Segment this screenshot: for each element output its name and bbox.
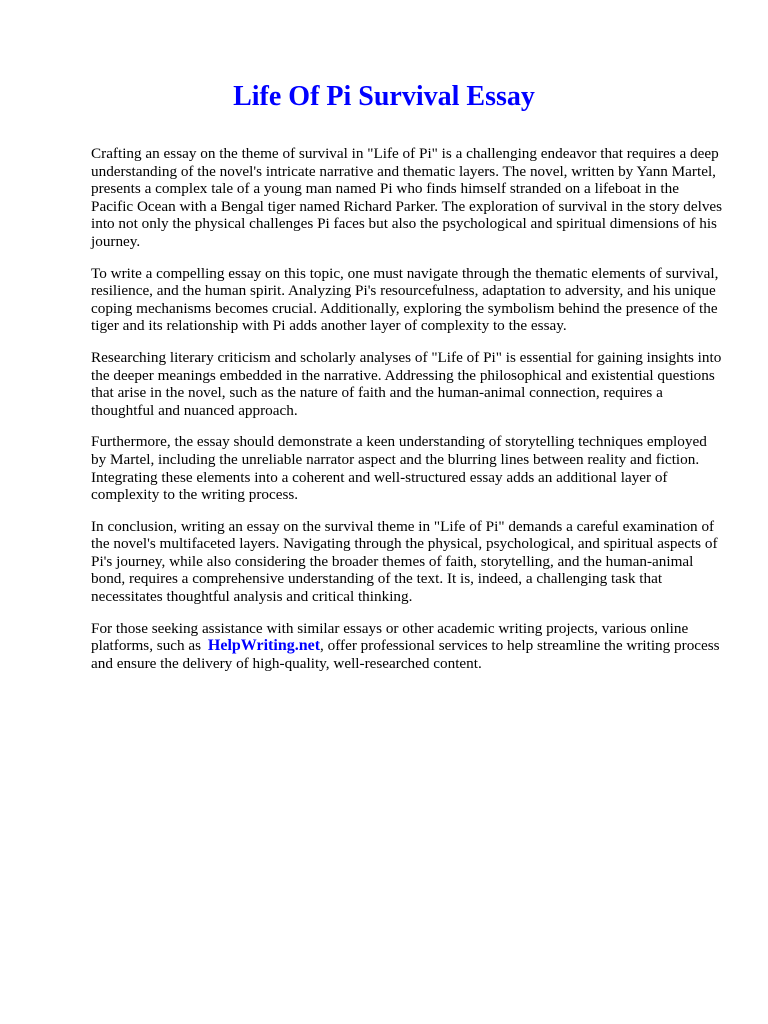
paragraph-6-text-after-link: , offer professional services to help streamline the writing process and ensure the delivery of high-quality, well-researched content. [91,637,720,672]
helpwriting-link[interactable]: HelpWriting.net [207,637,321,655]
paragraph-6-text-before-link: For those seeking assistance with similar essays or other academic writing projects, various online platforms, such as [91,619,689,655]
paragraph-3: Researching literary criticism and scholarly analyses of "Life of Pi" is essential for gaining insights into the deeper meanings embedded in the narrative. Addressing the philosophical and existential questions that arise in the novel, such as the nature of faith and the human-animal connection, requires a thoughtful and nuanced approach. [91,348,722,419]
paragraph-2: To write a compelling essay on this topic, one must navigate through the thematic elements of survival, resilience, and the human spirit. Analyzing Pi's resourcefulness, adaptation to adversity, and his unique coping mechanisms becomes crucial. Additionally, exploring the symbolism behind the presence of the tiger and its relationship with Pi adds another layer of complexity to the essay. [91,264,719,335]
essay-body [91,145,723,686]
paragraph-5: In conclusion, writing an essay on the survival theme in "Life of Pi" demands a careful examination of the novel's multifaceted layers. Navigating through the physical, psychological, and spiritual aspects of Pi's journey, while also considering the broader themes of faith, storytelling, and the human-animal bond, requires a comprehensive understanding of the text. It is, indeed, a challenging task that necessitates thoughtful analysis and critical thinking. [91,517,718,606]
paragraph-4: Furthermore, the essay should demonstrate a keen understanding of storytelling techniques employed by Martel, including the unreliable narrator aspect and the blurring lines between reality and fiction. Integrating these elements into a coherent and well-structured essay adds an additional layer of complexity to the writing process. [91,433,707,504]
page-title: Life Of Pi Survival Essay [233,81,535,112]
paragraph-6 [91,620,723,673]
paragraph-1: Crafting an essay on the theme of survival in "Life of Pi" is a challenging endeavor that requires a deep understanding of the novel's intricate narrative and thematic layers. The novel, written by Yann Martel, presents a complex tale of a young man named Pi who finds himself stranded on a lifeboat in the Pacific Ocean with a Bengal tiger named Richard Parker. The exploration of survival in the story delves into not only the physical challenges Pi faces but also the psychological and spiritual dimensions of his journey. [91,145,723,250]
